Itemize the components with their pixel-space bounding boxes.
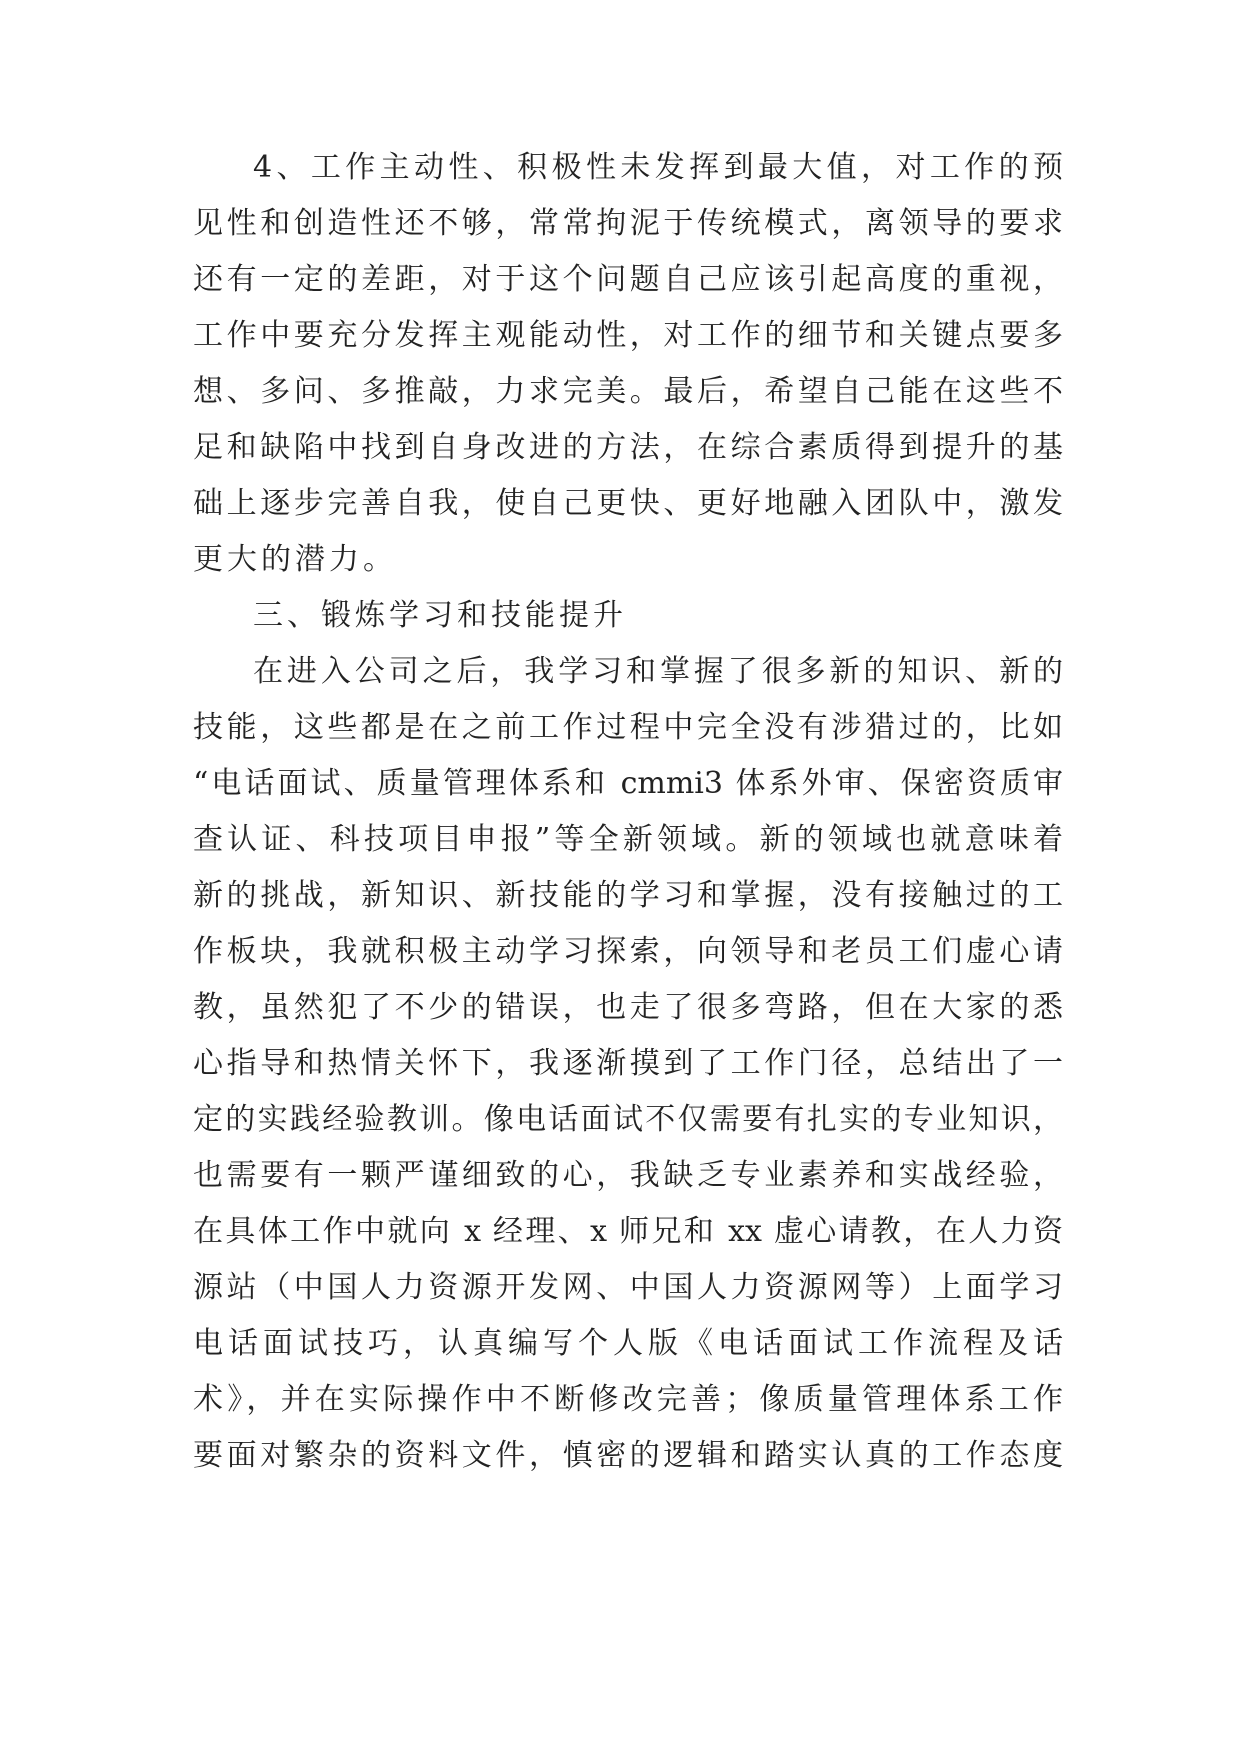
- text-line: 技能，这些都是在之前工作过程中完全没有涉猎过的，比如: [193, 710, 1063, 745]
- text-line: 在具体工作中就向 x 经理、x 师兄和 xx 虚心请教，在人力资: [193, 1214, 1063, 1249]
- text-line: 新的挑战，新知识、新技能的学习和掌握，没有接触过的工: [193, 878, 1063, 913]
- text-line: 在进入公司之后，我学习和掌握了很多新的知识、新的: [253, 654, 1063, 689]
- text-line: 想、多问、多推敲，力求完美。最后，希望自己能在这些不: [193, 374, 1063, 409]
- text-line: 更大的潜力。: [193, 542, 397, 577]
- text-line: 电话面试技巧，认真编写个人版《电话面试工作流程及话: [193, 1326, 1063, 1361]
- text-line: 4、工作主动性、积极性未发挥到最大值，对工作的预: [253, 150, 1063, 185]
- text-line: 见性和创造性还不够，常常拘泥于传统模式，离领导的要求: [193, 206, 1063, 241]
- text-line: 术》，并在实际操作中不断修改完善；像质量管理体系工作: [193, 1382, 1063, 1417]
- text-line: 源站（中国人力资源开发网、中国人力资源网等）上面学习: [193, 1270, 1063, 1305]
- text-line: 定的实践经验教训。像电话面试不仅需要有扎实的专业知识，: [193, 1102, 1063, 1137]
- text-line: 还有一定的差距，对于这个问题自己应该引起高度的重视，: [193, 262, 1063, 297]
- text-line: 查认证、科技项目申报”等全新领域。新的领域也就意味着: [193, 822, 1063, 857]
- section-heading: 三、锻炼学习和技能提升: [253, 598, 627, 633]
- text-line: 要面对繁杂的资料文件，慎密的逻辑和踏实认真的工作态度: [193, 1438, 1063, 1473]
- text-line: 础上逐步完善自我，使自己更快、更好地融入团队中，激发: [193, 486, 1063, 521]
- text-line: 作板块，我就积极主动学习探索，向领导和老员工们虚心请: [193, 934, 1063, 969]
- text-line: “电话面试、质量管理体系和 cmmi3 体系外审、保密资质审: [193, 766, 1063, 801]
- text-line: 足和缺陷中找到自身改进的方法，在综合素质得到提升的基: [193, 430, 1063, 465]
- text-line: 教，虽然犯了不少的错误，也走了很多弯路，但在大家的悉: [193, 990, 1063, 1025]
- text-line: 工作中要充分发挥主观能动性，对工作的细节和关键点要多: [193, 318, 1063, 353]
- text-line: 心指导和热情关怀下，我逐渐摸到了工作门径，总结出了一: [193, 1046, 1063, 1081]
- text-line: 也需要有一颗严谨细致的心，我缺乏专业素养和实战经验，: [193, 1158, 1063, 1193]
